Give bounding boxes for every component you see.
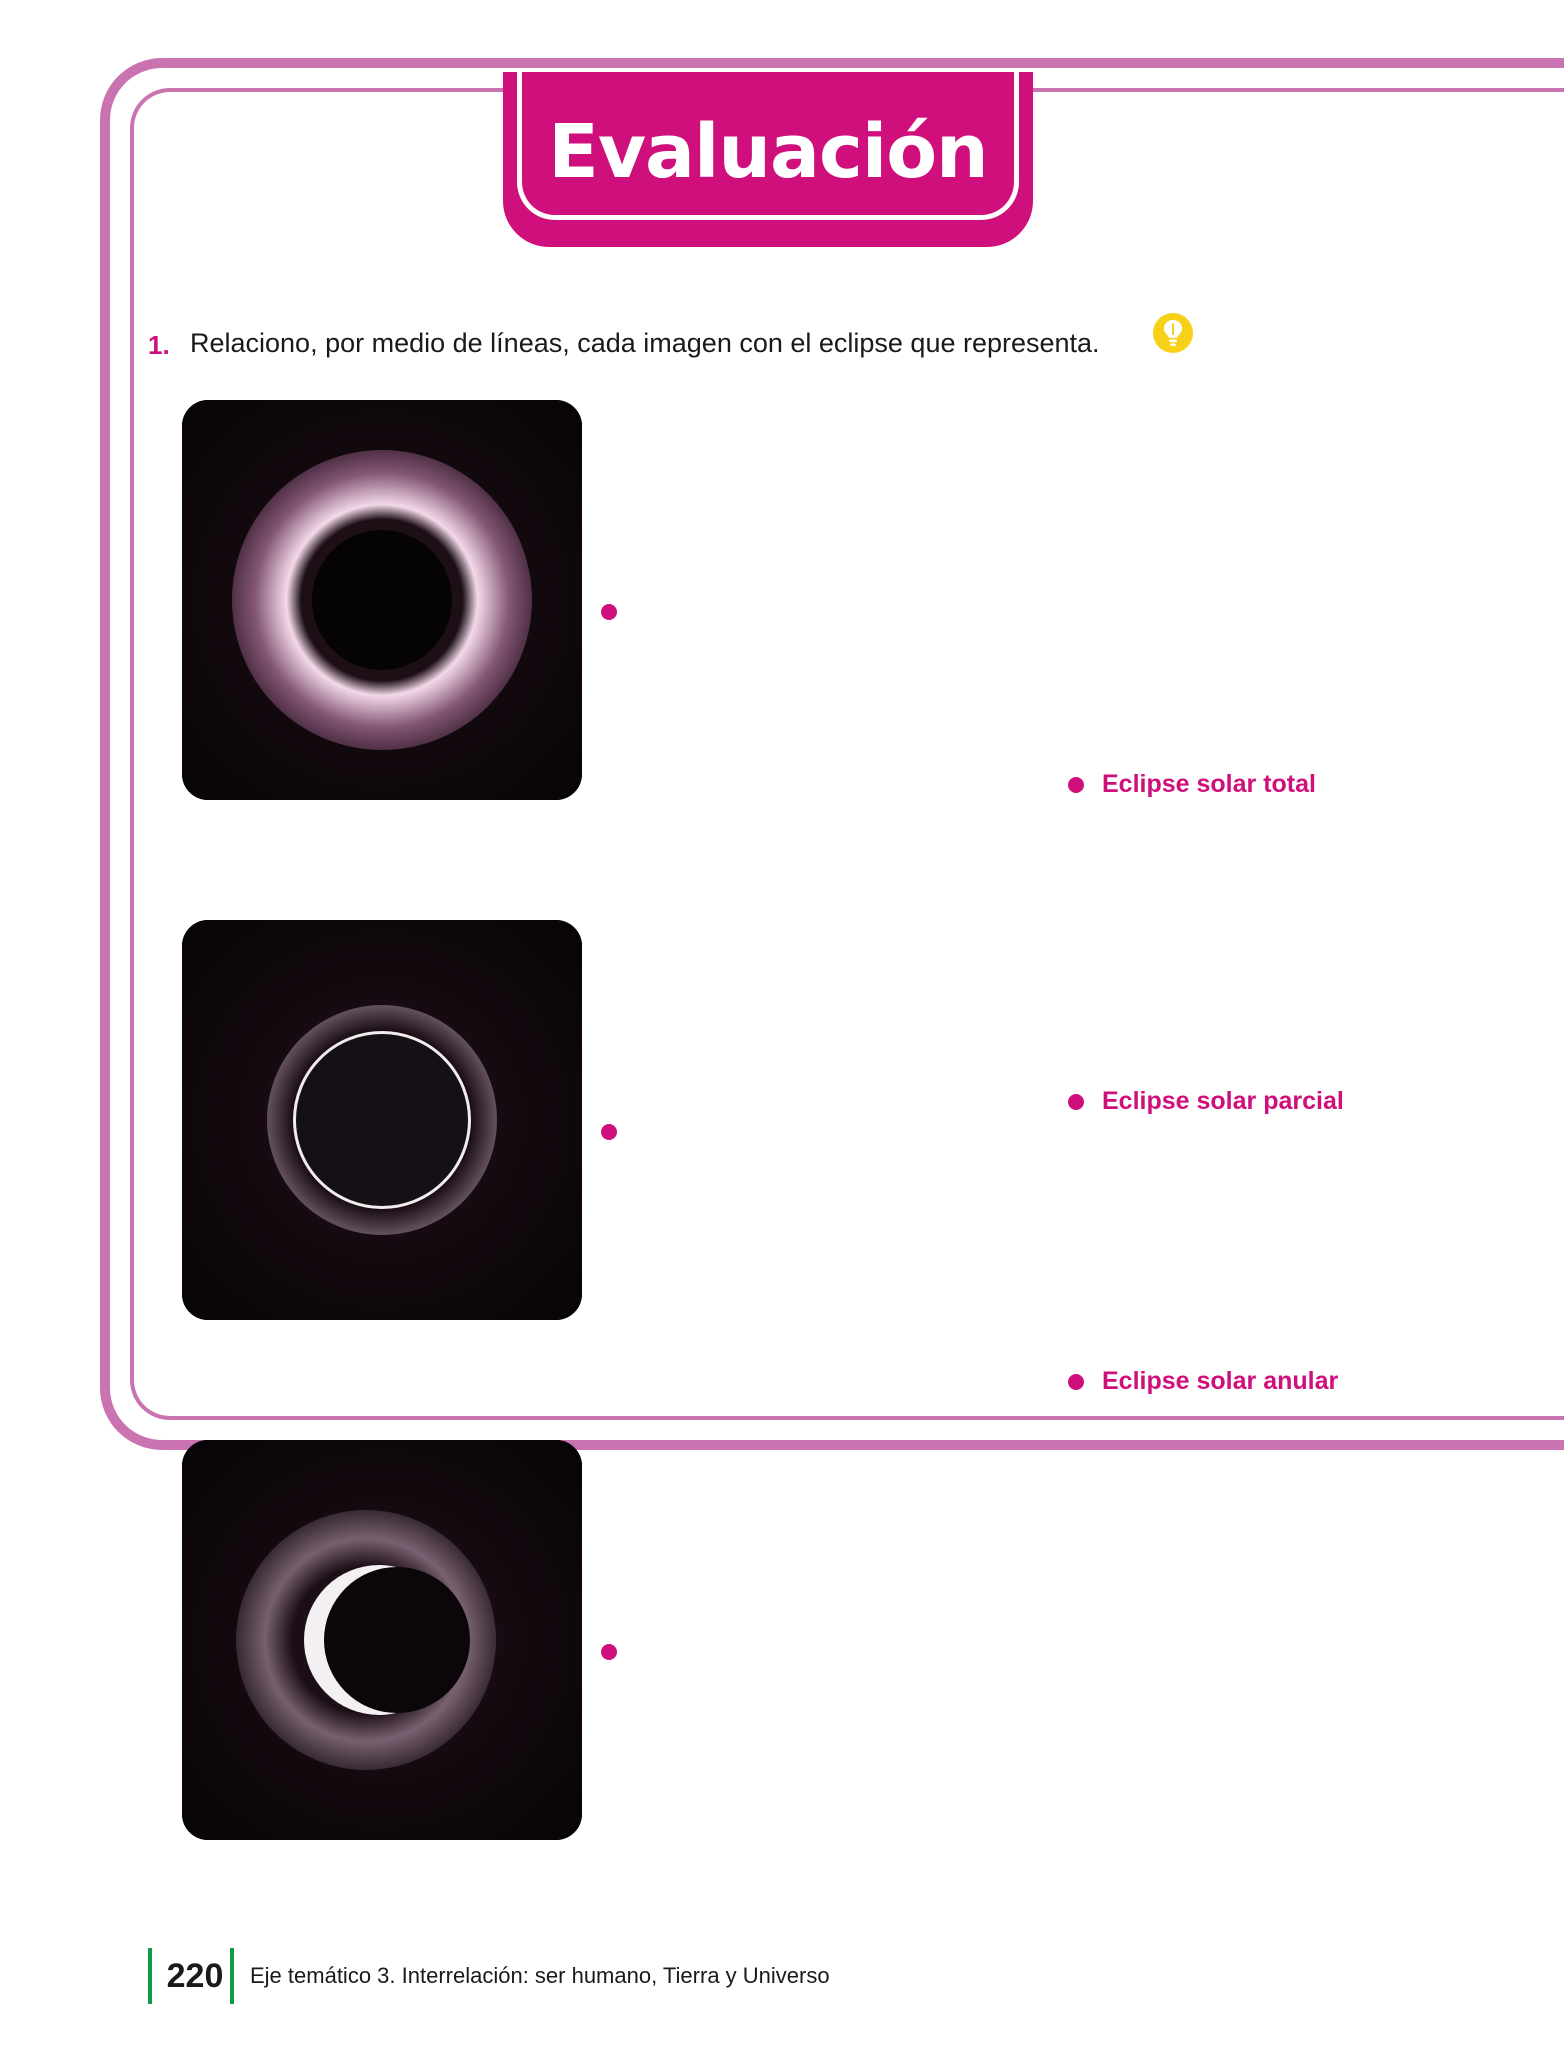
- connector-dot-option-3[interactable]: [1068, 1374, 1084, 1390]
- option-label: Eclipse solar anular: [1102, 1367, 1339, 1395]
- moon-disc: [312, 530, 452, 670]
- footer-topic-text: Eje temático 3. Interrelación: ser humano, Tierra y Universo: [250, 1963, 830, 1988]
- option-label: Eclipse solar parcial: [1102, 1087, 1344, 1115]
- annular-ring: [293, 1031, 471, 1209]
- connector-dot-option-1[interactable]: [1068, 777, 1084, 793]
- page-title: Evaluación: [548, 109, 988, 195]
- connector-dot-image-1[interactable]: [601, 604, 617, 620]
- connector-dot-option-2[interactable]: [1068, 1094, 1084, 1110]
- eclipse-image-partial[interactable]: [182, 1440, 582, 1840]
- moon-occluder: [324, 1567, 470, 1713]
- question-number: 1.: [148, 330, 170, 360]
- page-number-box: [148, 1948, 234, 2004]
- lightbulb-icon: [1152, 312, 1194, 354]
- connector-dot-image-3[interactable]: [601, 1644, 617, 1660]
- connector-dot-image-2[interactable]: [601, 1124, 617, 1140]
- option-eclipse-solar-anular[interactable]: [1068, 1367, 1338, 1396]
- option-label: Eclipse solar total: [1102, 770, 1316, 798]
- evaluation-title-tab: [503, 72, 1033, 247]
- eclipse-image-total[interactable]: [182, 400, 582, 800]
- eclipse-image-annular[interactable]: [182, 920, 582, 1320]
- option-eclipse-solar-parcial[interactable]: [1068, 1087, 1344, 1116]
- option-eclipse-solar-total[interactable]: [1068, 770, 1316, 799]
- question-text: Relaciono, por medio de líneas, cada imagen con el eclipse que representa.: [190, 328, 1100, 358]
- page-number: 220: [166, 1957, 224, 1995]
